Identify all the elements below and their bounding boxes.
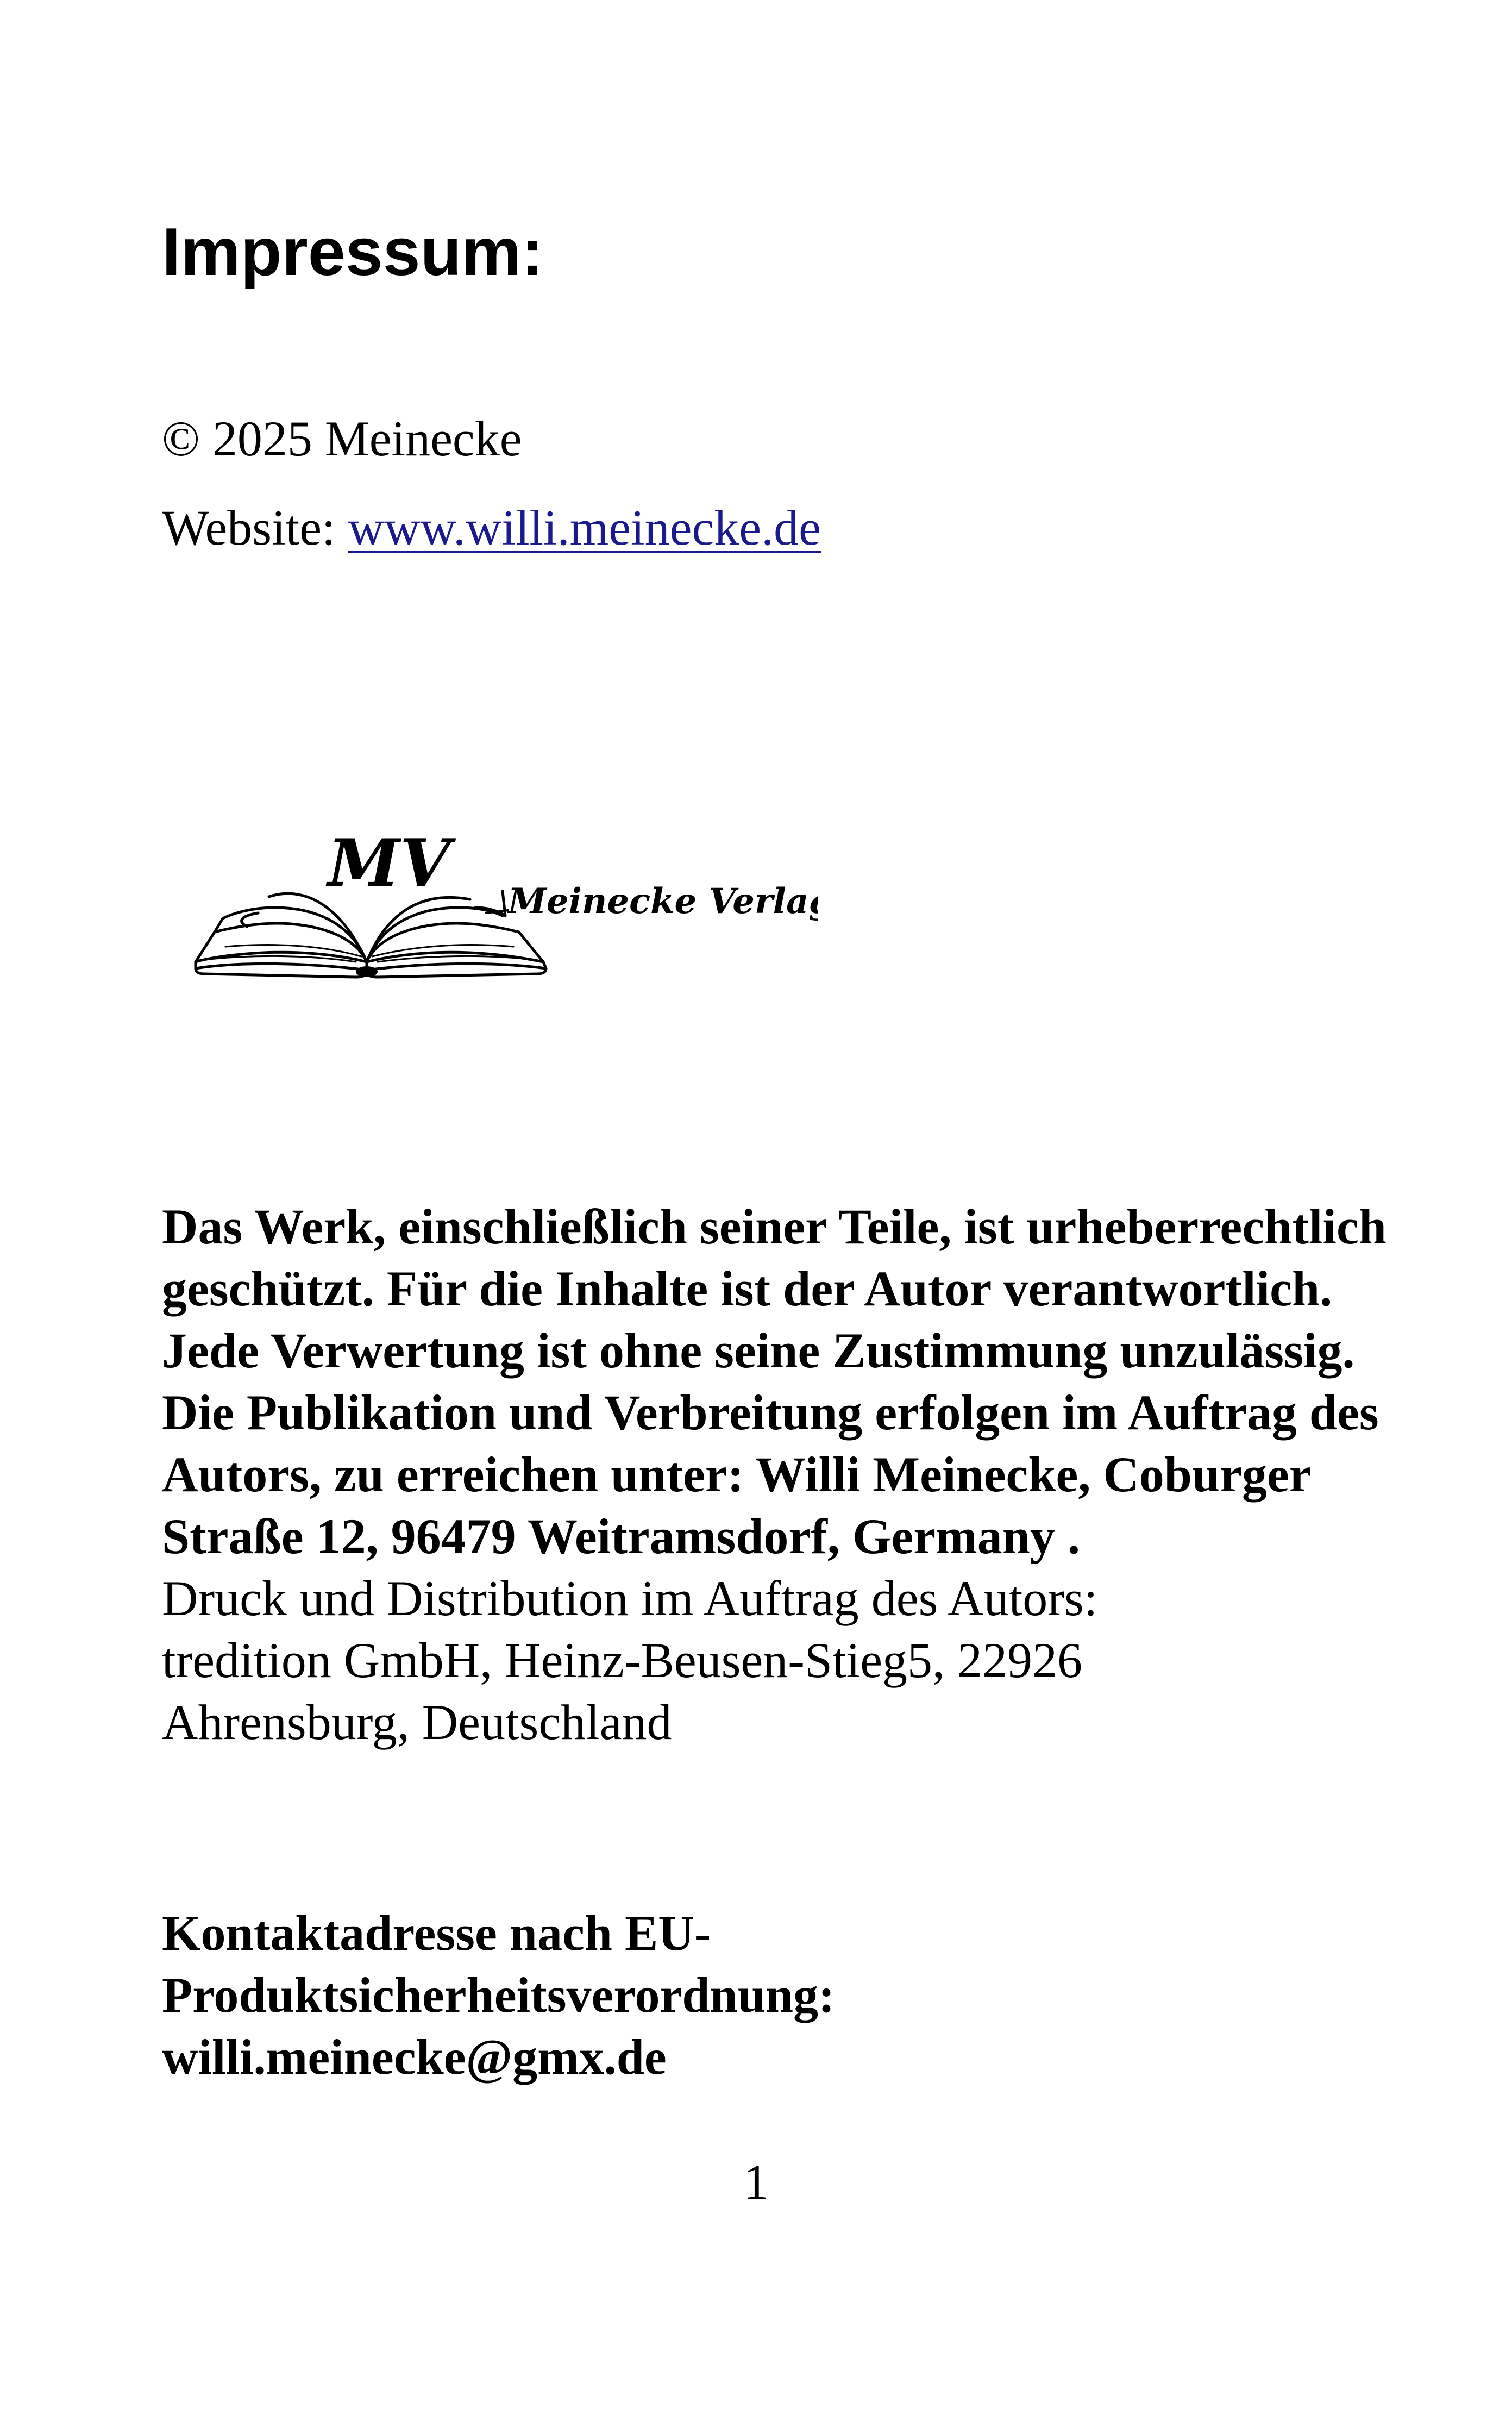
distribution-line-3: Ahrensburg, Deutschland: [162, 1694, 672, 1750]
copyright-notice: © 2025 Meinecke: [162, 411, 522, 466]
page-title: Impressum:: [162, 215, 544, 290]
website-label: Website:: [162, 500, 348, 555]
contact-line-1: Kontaktadresse nach EU-: [162, 1905, 711, 1961]
contact-line-2: Produktsicherheitsverordnung:: [162, 1967, 835, 2023]
logo-name: Meinecke Verlag: [508, 881, 818, 922]
website-line: [162, 498, 821, 558]
open-book-icon: [193, 826, 818, 989]
distribution-line-2: tredition GmbH, Heinz-Beusen-Stieg5, 22926: [162, 1633, 1083, 1688]
website-link[interactable]: www.willi.meinecke.de: [348, 500, 821, 555]
distribution-line-1: Druck und Distribution im Auftrag des Autors:: [162, 1571, 1098, 1626]
copyright-paragraph: Das Werk, einschließlich seiner Teile, ist urheberrechtlich geschützt. Für die Inhalte ist der Autor verantwortlich. Jede Verwertung ist ohne seine Zustimmung unzulässig. Die Publikation und Verbreitung erfolgen im Auftrag des Autors, zu erreichen unter: Willi Meinecke, Coburger Straße 12, 96479 Weitramsdorf, Germany .: [162, 1199, 1386, 1564]
publisher-logo: [193, 826, 818, 989]
logo-initials: MV: [328, 826, 450, 902]
contact-email: willi.meinecke@gmx.de: [162, 2029, 667, 2085]
page-number: 1: [743, 2154, 769, 2210]
legal-notice: [162, 1196, 1390, 1753]
contact-block: [162, 1902, 1390, 2088]
